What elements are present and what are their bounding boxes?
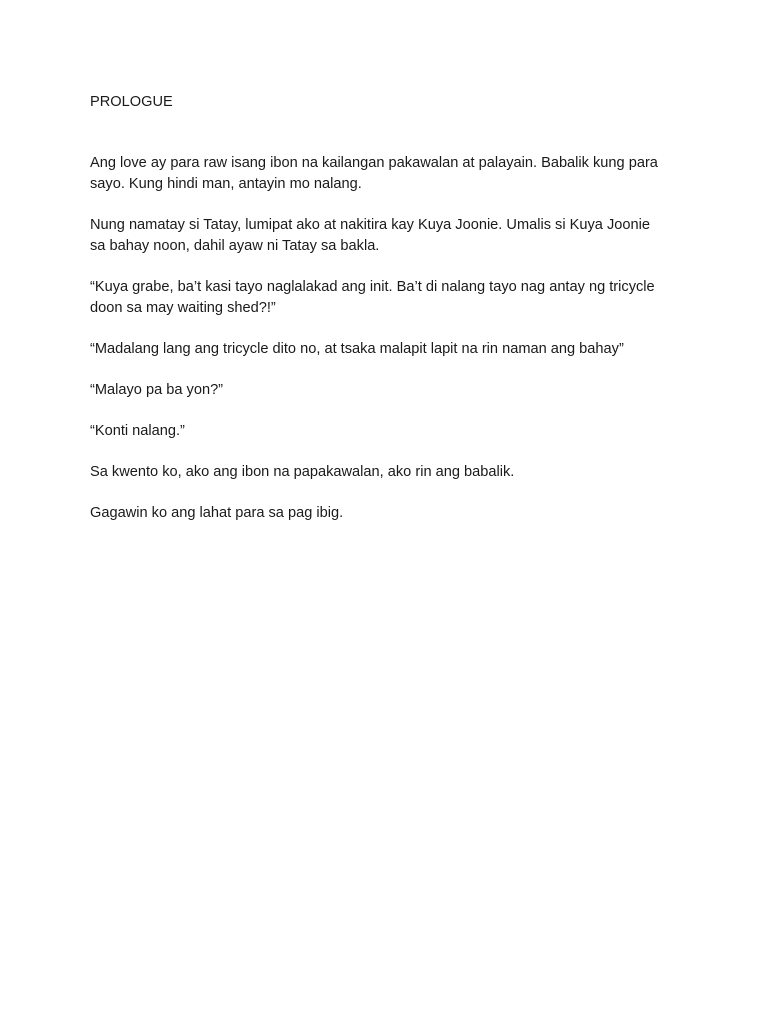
document-body [90, 92, 690, 544]
paragraph-4: “Madalang lang ang tricycle dito no, at tsaka malapit lapit na rin naman ang bahay” [90, 341, 624, 357]
paragraph-3: “Kuya grabe, ba’t kasi tayo naglalakad ang init. Ba’t di nalang tayo nag antay ng tricycle doon sa may waiting shed?!” [90, 279, 655, 316]
paragraph-8: Gagawin ko ang lahat para sa pag ibig. [90, 505, 344, 521]
paragraph-2: Nung namatay si Tatay, lumipat ako at nakitira kay Kuya Joonie. Umalis si Kuya Joonie sa bahay noon, dahil ayaw ni Tatay sa bakla. [90, 217, 650, 254]
paragraph-6: “Konti nalang.” [90, 423, 185, 439]
paragraph-1: Ang love ay para raw isang ibon na kailangan pakawalan at palayain. Babalik kung para sayo. Kung hindi man, antayin mo nalang. [90, 155, 658, 192]
document-title: PROLOGUE [90, 94, 173, 110]
paragraph-7: Sa kwento ko, ako ang ibon na papakawalan, ako rin ang babalik. [90, 464, 515, 480]
paragraph-5: “Malayo pa ba yon?” [90, 382, 224, 398]
